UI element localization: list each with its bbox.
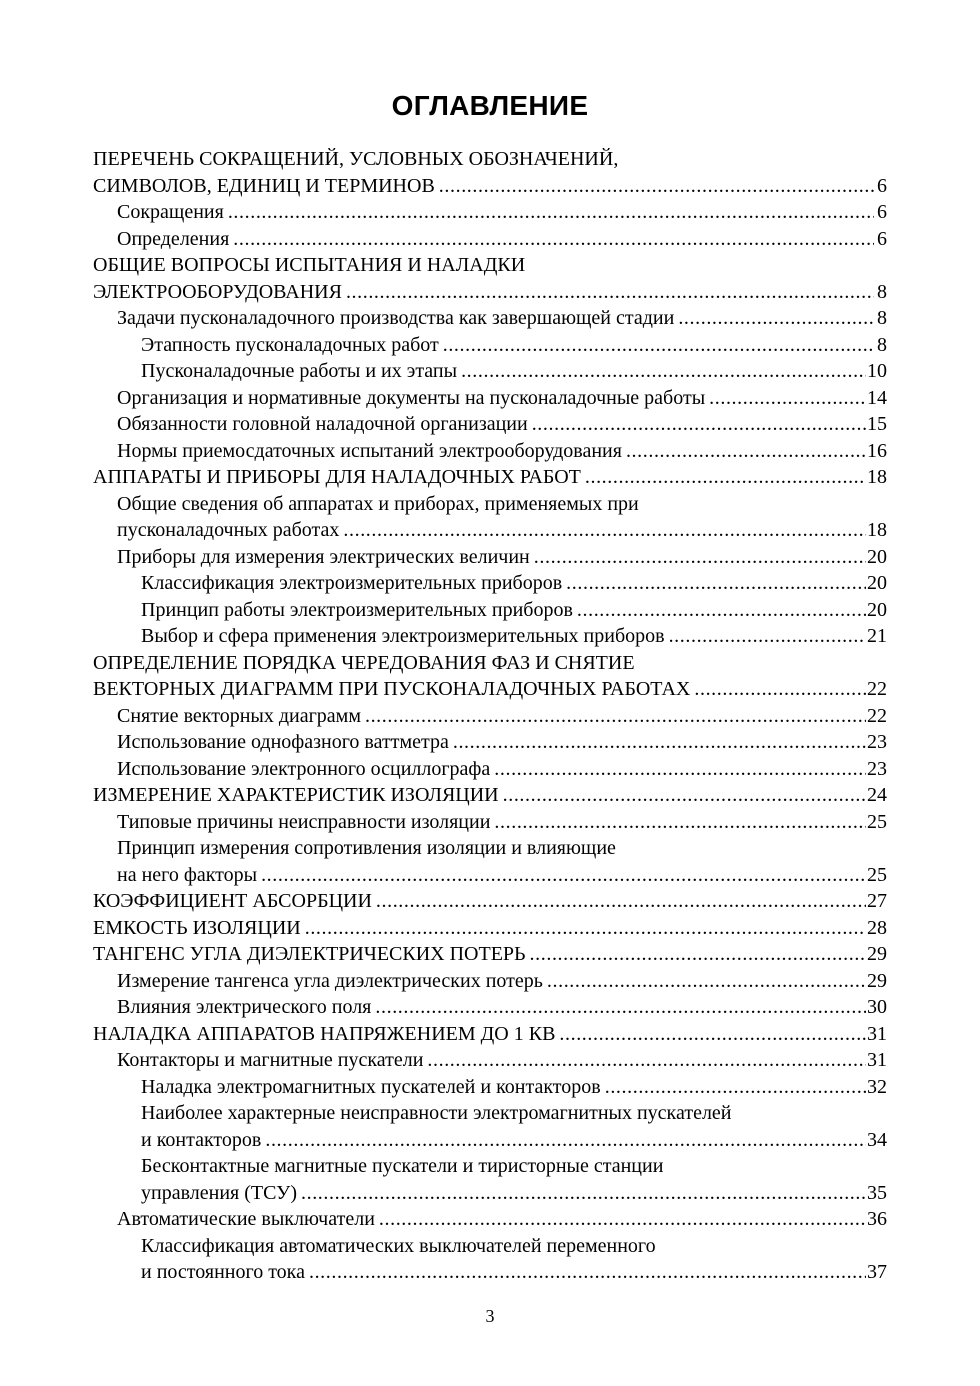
toc-entry-title: Обязанности головной наладочной организации <box>117 413 528 435</box>
toc-entry-row <box>141 623 887 650</box>
toc-entry-title: Сокращения <box>117 201 224 223</box>
toc-entry-page: 27 <box>867 890 887 912</box>
toc-entry[interactable] <box>93 332 887 359</box>
toc-entry-row <box>117 703 887 730</box>
toc-entry-title-line: Классификация автоматических выключателей переменного <box>141 1234 656 1257</box>
toc-entry-row <box>93 279 887 306</box>
page-number: 3 <box>485 1306 495 1326</box>
dot-leader <box>547 968 866 995</box>
toc-entry[interactable] <box>93 305 887 332</box>
toc-entry-title-line: ПЕРЕЧЕНЬ СОКРАЩЕНИЙ, УСЛОВНЫХ ОБОЗНАЧЕНИЙ, <box>93 148 619 170</box>
dot-leader <box>577 597 866 624</box>
toc-entry-page: 36 <box>867 1208 887 1230</box>
toc-entry-row <box>117 199 887 226</box>
toc-entry-title: Определения <box>117 227 230 250</box>
toc-entry-title: Использование электронного осциллографа <box>117 757 491 780</box>
toc-entry[interactable] <box>93 888 887 915</box>
toc-entry-page: 34 <box>867 1128 887 1151</box>
toc-entry-title-line: Общие сведения об аппаратах и приборах, применяемых при <box>117 492 639 515</box>
dot-leader <box>678 305 874 332</box>
toc-entry-title: ВЕКТОРНЫХ ДИАГРАММ ПРИ ПУСКОНАЛАДОЧНЫХ РАБОТАХ <box>93 678 691 700</box>
dot-leader <box>530 941 866 968</box>
toc-entry-row <box>141 1180 887 1207</box>
toc-entry[interactable] <box>93 1100 887 1153</box>
dot-leader <box>443 332 874 359</box>
toc-entry[interactable] <box>93 1021 887 1048</box>
toc-entry[interactable] <box>93 968 887 995</box>
toc-entry[interactable] <box>93 1047 887 1074</box>
toc-entry-title: и контакторов <box>141 1128 262 1151</box>
toc-entry-row <box>117 411 887 438</box>
dot-leader <box>461 358 866 385</box>
toc-entry-title: Влияния электрического поля <box>117 996 372 1018</box>
toc-entry-title: Принцип работы электроизмерительных приборов <box>141 598 573 621</box>
toc-entry-title-line: Бесконтактные магнитные пускатели и тиристорные станции <box>141 1155 664 1177</box>
toc-entry-title: Пусконаладочные работы и их этапы <box>141 360 458 382</box>
toc-entry-title: Нормы приемосдаточных испытаний электрооборудования <box>117 439 622 462</box>
dot-leader <box>301 1180 866 1207</box>
toc-entry[interactable] <box>93 544 887 571</box>
toc-entry-page: 18 <box>867 466 887 488</box>
dot-leader <box>309 1259 866 1286</box>
dot-leader <box>343 517 866 544</box>
dot-leader <box>585 464 866 491</box>
toc-entry-page: 32 <box>867 1075 887 1098</box>
toc-entry-title: ИЗМЕРЕНИЕ ХАРАКТЕРИСТИК ИЗОЛЯЦИИ <box>93 784 499 806</box>
toc-entry-row <box>117 1206 887 1233</box>
dot-leader <box>559 1021 866 1048</box>
toc-entry[interactable] <box>93 199 887 226</box>
toc-entry[interactable] <box>93 146 887 199</box>
toc-entry[interactable] <box>93 358 887 385</box>
toc-entry-title: Этапность пусконаладочных работ <box>141 333 439 356</box>
toc-entry-page: 8 <box>877 280 887 303</box>
toc-entry-page: 31 <box>867 1049 887 1071</box>
toc-entry-title: Приборы для измерения электрических величин <box>117 545 530 568</box>
toc-entry-row <box>117 1047 887 1074</box>
toc-entry[interactable] <box>93 570 887 597</box>
toc-entry[interactable] <box>93 226 887 253</box>
toc-entry-title: Классификация электроизмерительных приборов <box>141 572 563 594</box>
dot-leader <box>228 199 874 226</box>
dot-leader <box>439 173 874 200</box>
toc-entry-title: Задачи пусконаладочного производства как завершающей стадии <box>117 307 675 329</box>
toc-entry-page: 25 <box>867 810 887 833</box>
dot-leader <box>305 915 866 942</box>
toc-entry-title: управления (ТСУ) <box>141 1181 297 1204</box>
toc-entry-page: 20 <box>867 572 887 594</box>
dot-leader <box>532 411 866 438</box>
toc-entry-page: 10 <box>867 360 887 382</box>
toc-entry-page: 22 <box>867 704 887 727</box>
dot-leader <box>427 1047 866 1074</box>
toc-entry-title: Измерение тангенса угла диэлектрических потерь <box>117 969 543 992</box>
dot-leader <box>379 1206 866 1233</box>
toc-entry-title: Снятие векторных диаграмм <box>117 704 361 727</box>
toc-entry-title-line: ОПРЕДЕЛЕНИЕ ПОРЯДКА ЧЕРЕДОВАНИЯ ФАЗ И СНЯТИЕ <box>93 651 635 674</box>
toc-entry-title: ЕМКОСТЬ ИЗОЛЯЦИИ <box>93 916 301 939</box>
toc-entry-row <box>93 464 887 491</box>
dot-leader <box>494 809 866 836</box>
dot-leader <box>376 888 866 915</box>
page-title: ОГЛАВЛЕНИЕ <box>391 90 589 121</box>
toc-entry-title: ЭЛЕКТРООБОРУДОВАНИЯ <box>93 280 342 303</box>
toc-entry[interactable] <box>93 1153 887 1206</box>
toc-entry[interactable] <box>93 623 887 650</box>
dot-leader <box>503 782 866 809</box>
toc-entry-page: 28 <box>867 916 887 939</box>
toc-entry-row <box>117 756 887 783</box>
toc-entry-page: 29 <box>867 943 887 965</box>
toc-entry-page: 37 <box>867 1261 887 1283</box>
dot-leader <box>669 623 866 650</box>
toc-entry[interactable] <box>93 411 887 438</box>
toc-entry-row <box>117 385 887 412</box>
toc-entry-page: 29 <box>867 969 887 992</box>
dot-leader <box>626 438 866 465</box>
toc-entry-page: 22 <box>867 678 887 700</box>
toc-entry-title: НАЛАДКА АППАРАТОВ НАПРЯЖЕНИЕМ ДО 1 КВ <box>93 1022 556 1045</box>
dot-leader <box>453 729 866 756</box>
toc-entry-title: Наладка электромагнитных пускателей и контакторов <box>141 1075 601 1098</box>
toc-entry-page: 30 <box>867 996 887 1018</box>
toc-entry-title: Выбор и сфера применения электроизмерительных приборов <box>141 625 665 647</box>
toc-entry-title: на него факторы <box>117 863 258 886</box>
toc-entry-page: 23 <box>867 731 887 753</box>
toc-entry-row <box>141 1259 887 1286</box>
dot-leader <box>346 279 874 306</box>
toc-entry[interactable] <box>93 464 887 491</box>
toc-entry[interactable] <box>93 703 887 730</box>
dot-leader <box>233 226 874 253</box>
toc-entry-page: 25 <box>867 863 887 886</box>
toc-entry-row <box>93 782 887 809</box>
toc-entry[interactable] <box>93 809 887 836</box>
toc-entry[interactable] <box>93 729 887 756</box>
toc-entry[interactable] <box>93 756 887 783</box>
toc-entry-row <box>117 544 887 571</box>
toc-entry-title: Организация и нормативные документы на пусконаладочные работы <box>117 386 706 409</box>
toc-entry-row <box>141 570 887 597</box>
toc-entry[interactable] <box>93 650 887 703</box>
toc-entry-row <box>117 305 887 332</box>
table-of-contents <box>93 146 887 1286</box>
toc-entry-title-line: Наиболее характерные неисправности электромагнитных пускателей <box>141 1102 732 1124</box>
dot-leader <box>261 862 866 889</box>
toc-entry[interactable] <box>93 597 887 624</box>
toc-entry-row <box>117 968 887 995</box>
toc-entry-row <box>117 994 887 1021</box>
toc-entry[interactable] <box>93 1074 887 1101</box>
toc-entry-page: 6 <box>877 227 887 250</box>
toc-entry-row <box>141 358 887 385</box>
toc-entry-page: 24 <box>867 784 887 806</box>
toc-entry-row <box>93 676 887 703</box>
toc-entry[interactable] <box>93 915 887 942</box>
toc-entry-title: Использование однофазного ваттметра <box>117 731 449 753</box>
toc-entry[interactable] <box>93 491 887 544</box>
toc-entry-title: Контакторы и магнитные пускатели <box>117 1049 424 1071</box>
toc-entry-row <box>117 438 887 465</box>
toc-entry-title-line: Принцип измерения сопротивления изоляции и влияющие <box>117 837 616 859</box>
toc-entry-row <box>93 1021 887 1048</box>
dot-leader <box>365 703 866 730</box>
toc-entry-row <box>117 517 887 544</box>
toc-entry-row <box>117 809 887 836</box>
toc-entry[interactable] <box>93 941 887 968</box>
dot-leader <box>265 1127 866 1154</box>
dot-leader <box>534 544 866 571</box>
dot-leader <box>494 756 866 783</box>
toc-entry-title: АППАРАТЫ И ПРИБОРЫ ДЛЯ НАЛАДОЧНЫХ РАБОТ <box>93 466 581 488</box>
toc-entry-page: 6 <box>877 174 887 197</box>
toc-entry-title: пусконаладочных работах <box>117 519 340 541</box>
dot-leader <box>566 570 866 597</box>
toc-entry-row <box>117 226 887 253</box>
toc-entry-row <box>141 332 887 359</box>
toc-entry-title-line: ОБЩИЕ ВОПРОСЫ ИСПЫТАНИЯ И НАЛАДКИ <box>93 254 526 276</box>
toc-entry[interactable] <box>93 438 887 465</box>
toc-entry-row <box>141 1127 887 1154</box>
dot-leader <box>605 1074 866 1101</box>
toc-entry-title: СИМВОЛОВ, ЕДИНИЦ И ТЕРМИНОВ <box>93 174 435 197</box>
toc-entry-title: Автоматические выключатели <box>117 1208 375 1230</box>
toc-entry-page: 8 <box>877 307 887 329</box>
toc-entry[interactable] <box>93 1233 887 1286</box>
toc-entry-page: 20 <box>867 545 887 568</box>
toc-entry[interactable] <box>93 994 887 1021</box>
toc-entry-row <box>93 915 887 942</box>
toc-entry-page: 16 <box>867 439 887 462</box>
toc-entry[interactable] <box>93 1206 887 1233</box>
toc-entry-row <box>93 888 887 915</box>
toc-entry-page: 31 <box>867 1022 887 1045</box>
dot-leader <box>694 676 866 703</box>
toc-entry-page: 14 <box>867 386 887 409</box>
toc-entry[interactable] <box>93 385 887 412</box>
dot-leader <box>375 994 866 1021</box>
toc-entry-row <box>141 597 887 624</box>
toc-entry-page: 8 <box>877 333 887 356</box>
dot-leader <box>709 385 866 412</box>
toc-entry-page: 21 <box>867 625 887 647</box>
toc-entry-title: ТАНГЕНС УГЛА ДИЭЛЕКТРИЧЕСКИХ ПОТЕРЬ <box>93 943 526 965</box>
toc-entry-page: 20 <box>867 598 887 621</box>
toc-entry[interactable] <box>93 835 887 888</box>
toc-entry-page: 18 <box>867 519 887 541</box>
toc-entry-page: 23 <box>867 757 887 780</box>
toc-entry-row <box>93 173 887 200</box>
toc-entry-title: и постоянного тока <box>141 1261 305 1283</box>
toc-entry-title: КОЭФФИЦИЕНТ АБСОРБЦИИ <box>93 890 372 912</box>
toc-entry[interactable] <box>93 252 887 305</box>
toc-entry-row <box>141 1074 887 1101</box>
toc-entry-page: 6 <box>877 201 887 223</box>
toc-entry-title: Типовые причины неисправности изоляции <box>117 810 491 833</box>
toc-entry[interactable] <box>93 782 887 809</box>
toc-entry-page: 15 <box>867 413 887 435</box>
toc-entry-row <box>117 862 887 889</box>
toc-entry-row <box>117 729 887 756</box>
toc-entry-row <box>93 941 887 968</box>
toc-entry-page: 35 <box>867 1181 887 1204</box>
